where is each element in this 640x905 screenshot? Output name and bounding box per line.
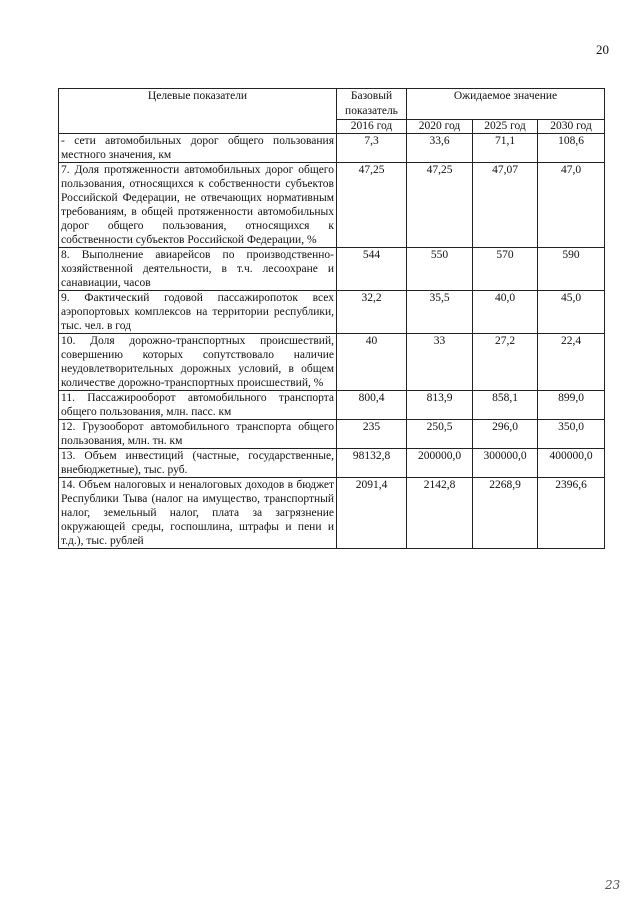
indicator-label: 9. Фактический годовой пассажиропоток всех аэропортовых комплексов на территории республики, тыс. чел. в год — [59, 291, 337, 334]
value-cell: 45,0 — [538, 291, 605, 334]
value-cell: 22,4 — [538, 334, 605, 391]
value-cell: 47,25 — [407, 163, 473, 248]
value-cell: 813,9 — [407, 391, 473, 420]
value-cell: 47,0 — [538, 163, 605, 248]
table-row — [59, 248, 605, 291]
value-cell: 2396,6 — [538, 478, 605, 549]
table-row — [59, 420, 605, 449]
value-cell: 235 — [337, 420, 407, 449]
table-row — [59, 334, 605, 391]
table-body — [59, 134, 605, 549]
base-header-line2: показатель — [345, 105, 398, 117]
value-cell: 858,1 — [473, 391, 538, 420]
indicator-label: 14. Объем налоговых и неналоговых доходов в бюджет Республики Тыва (налог на имущество, транспортный налог, земельный налог, плата за загрязнение окружающей среды, госпошлина, штрафы и пени и т.д.), тыс. рублей — [59, 478, 337, 549]
value-cell: 544 — [337, 248, 407, 291]
table-row — [59, 478, 605, 549]
value-cell: 71,1 — [473, 134, 538, 163]
value-cell: 108,6 — [538, 134, 605, 163]
year-header: 2030 год — [538, 120, 605, 134]
table-row — [59, 291, 605, 334]
value-cell: 7,3 — [337, 134, 407, 163]
indicator-label: 8. Выполнение авиарейсов по производственно-хозяйственной деятельности, в т.ч. лесоохране и санавиации, часов — [59, 248, 337, 291]
base-indicator-header — [337, 89, 407, 120]
expected-value-header: Ожидаемое значение — [407, 89, 605, 120]
indicator-label: 11. Пассажирооборот автомобильного транспорта общего пользования, млн. пасс. км — [59, 391, 337, 420]
value-cell: 2142,8 — [407, 478, 473, 549]
value-cell: 350,0 — [538, 420, 605, 449]
value-cell: 33,6 — [407, 134, 473, 163]
value-cell: 98132,8 — [337, 449, 407, 478]
handwritten-page-mark: 23 — [605, 878, 621, 892]
indicator-label: 7. Доля протяженности автомобильных дорог общего пользования, относящихся к собственности субъектов Российской Федерации, не отвечающих нормативным требованиям, в общей протяженности автомобильных дорог общего пользования, относящихся к собственности субъектов Российской Федерации, % — [59, 163, 337, 248]
targets-table — [58, 88, 605, 549]
year-header: 2025 год — [473, 120, 538, 134]
value-cell: 590 — [538, 248, 605, 291]
indicator-label: 13. Объем инвестиций (частные, государственные, внебюджетные), тыс. руб. — [59, 449, 337, 478]
year-header: 2020 год — [407, 120, 473, 134]
value-cell: 47,07 — [473, 163, 538, 248]
indicator-label: - сети автомобильных дорог общего пользования местного значения, км — [59, 134, 337, 163]
value-cell: 296,0 — [473, 420, 538, 449]
indicator-label: 12. Грузооборот автомобильного транспорта общего пользования, млн. тн. км — [59, 420, 337, 449]
value-cell: 250,5 — [407, 420, 473, 449]
value-cell: 27,2 — [473, 334, 538, 391]
table-row — [59, 163, 605, 248]
year-header: 2016 год — [337, 120, 407, 134]
indicator-label: 10. Доля дорожно-транспортных происшествий, совершению которых сопутствовало наличие неудовлетворительных дорожных условий, в общем количестве дорожно-транспортных происшествий, % — [59, 334, 337, 391]
table-row — [59, 449, 605, 478]
indicators-header: Целевые показатели — [59, 89, 337, 134]
value-cell: 40 — [337, 334, 407, 391]
value-cell: 2268,9 — [473, 478, 538, 549]
value-cell: 400000,0 — [538, 449, 605, 478]
table-row — [59, 134, 605, 163]
value-cell: 200000,0 — [407, 449, 473, 478]
value-cell: 47,25 — [337, 163, 407, 248]
value-cell: 33 — [407, 334, 473, 391]
table-row — [59, 391, 605, 420]
value-cell: 800,4 — [337, 391, 407, 420]
value-cell: 550 — [407, 248, 473, 291]
value-cell: 35,5 — [407, 291, 473, 334]
table-header — [59, 89, 605, 134]
value-cell: 32,2 — [337, 291, 407, 334]
value-cell: 899,0 — [538, 391, 605, 420]
value-cell: 300000,0 — [473, 449, 538, 478]
value-cell: 40,0 — [473, 291, 538, 334]
page-number: 20 — [596, 42, 609, 57]
value-cell: 570 — [473, 248, 538, 291]
value-cell: 2091,4 — [337, 478, 407, 549]
base-header-line1: Базовый — [350, 90, 393, 102]
